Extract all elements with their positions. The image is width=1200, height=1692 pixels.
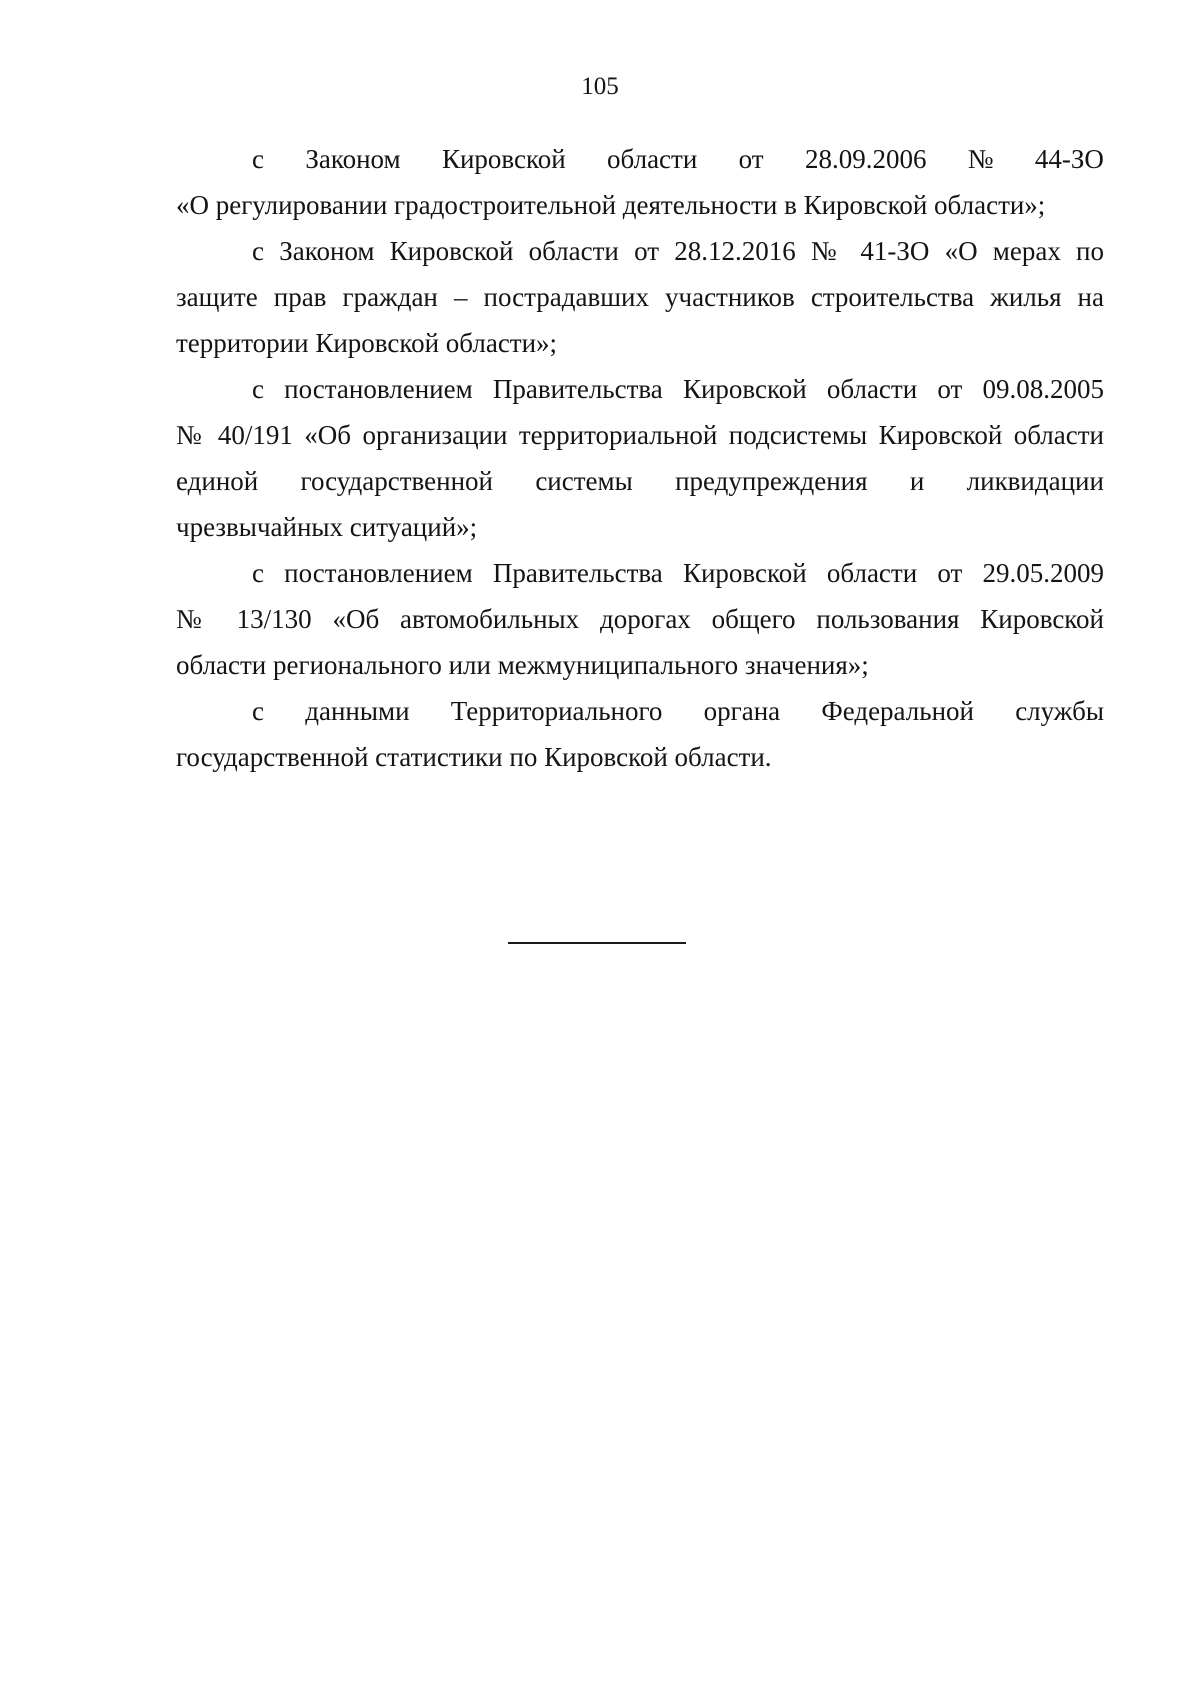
text-line: области регионального или межмуниципального значения»; [176, 650, 869, 680]
paragraph-resolution-13-130 [176, 550, 1104, 688]
word: с [252, 144, 264, 174]
word: от [738, 144, 764, 174]
spread-line [176, 688, 1104, 734]
text-line: с Законом Кировской области от 28.12.2016 № 41-ЗО «О мерах по [252, 236, 1104, 266]
text-line: № 13/130 «Об автомобильных дорогах общего пользования Кировской [176, 604, 1104, 634]
word: 28.09.2006 [804, 144, 927, 174]
word: единой [176, 466, 259, 496]
spread-line [176, 458, 1104, 504]
paragraph-law-44-zo [176, 136, 1104, 228]
word: и [909, 466, 925, 496]
word: № [967, 144, 994, 174]
word: области [607, 144, 698, 174]
text-line: «О регулировании градостроительной деятельности в Кировской области»; [176, 190, 1046, 220]
word: службы [1015, 696, 1104, 726]
word: ликвидации [966, 466, 1104, 496]
text-line: с постановлением Правительства Кировской области от 29.05.2009 [252, 558, 1104, 588]
word: Кировской [441, 144, 566, 174]
word: государственной [300, 466, 493, 496]
word: данными [305, 696, 410, 726]
word: с [252, 696, 264, 726]
text-line: территории Кировской области»; [176, 328, 558, 358]
page-number: 105 [581, 73, 619, 100]
word: предупреждения [675, 466, 868, 496]
paragraph-statistics [176, 688, 1104, 780]
paragraph-law-41-zo [176, 228, 1104, 366]
word: Федеральной [821, 696, 974, 726]
document-body [176, 136, 1104, 780]
text-line: с постановлением Правительства Кировской области от 09.08.2005 [252, 374, 1104, 404]
word: 44-ЗО [1034, 144, 1104, 174]
text-line: № 40/191 «Об организации территориальной подсистемы Кировской области [176, 420, 1104, 450]
separator-line [508, 942, 686, 944]
text-line: защите прав граждан – пострадавших участников строительства жилья на [176, 282, 1104, 312]
word: Территориального [450, 696, 663, 726]
paragraph-resolution-40-191 [176, 366, 1104, 550]
word: Законом [305, 144, 401, 174]
spread-line [176, 136, 1104, 182]
word: органа [703, 696, 781, 726]
text-line: государственной статистики по Кировской области. [176, 742, 772, 772]
word: системы [535, 466, 633, 496]
text-line: чрезвычайных ситуаций»; [176, 512, 478, 542]
